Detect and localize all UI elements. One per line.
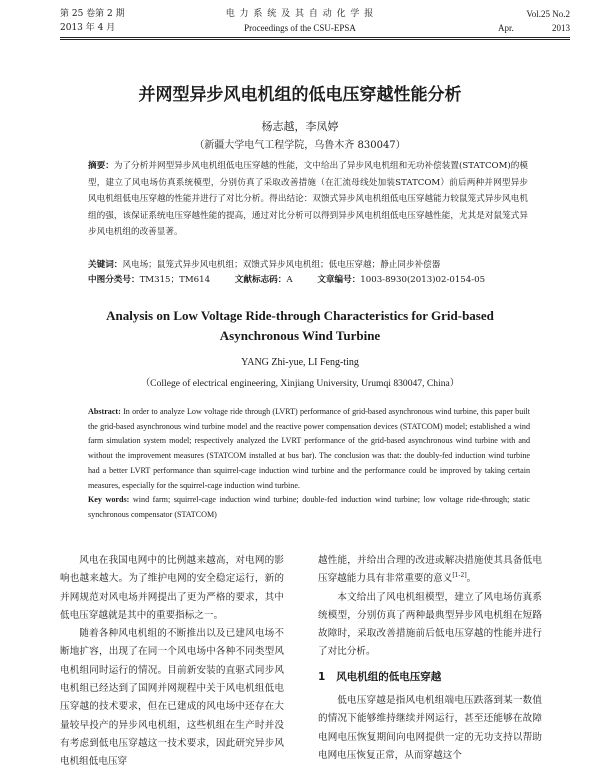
abstract-cn-label: 摘要： xyxy=(88,161,114,171)
body-paragraph: 本文给出了风电机组模型，建立了风电场仿真系统模型，分别仿真了两种最典型异步风电机组在短路故障时，采取改善措施前后低电压穿越的性能并进行了对比分析。 xyxy=(318,591,542,658)
body-right-column xyxy=(318,552,542,765)
journal-month-en: Apr. xyxy=(498,23,514,33)
doc-code-value: A xyxy=(286,275,293,285)
keywords-en-text: wind farm; squirrel-cage induction wind turbine; double-fed induction wind turbine; low voltage ride-through; static synchronous compensator (STATCOM) xyxy=(88,495,530,519)
abstract-en xyxy=(88,405,530,523)
journal-date: 2013 年 4 月 xyxy=(60,23,116,33)
body-paragraph-end: 。 xyxy=(466,573,477,585)
section-number: 1 xyxy=(318,670,326,683)
clc-label: 中图分类号： xyxy=(88,275,140,285)
abstract-en-text: In order to analyze Low voltage ride through (LVRT) performance of grid-based asynchronous wind turbine, this paper built the grid-based asynchronous wind turbine model and the reactive power compensation devices (STATCOM) model; established a wind farm simulation system model; respectively analyzed the LVRT performance of the grid-based asynchronous wind turbine with and without the improvement measures (STATCOM installed at bus bar). The conclusion was that: the doubly-fed induction wind turbine had a better LVRT performance than squirrel-cage induction wind turbine and the performance could be improved by taking certain measures, especially for the squirrel-cage induction wind turbine. xyxy=(88,407,530,490)
journal-name-en: Proceedings of the CSU-EPSA xyxy=(244,23,356,33)
section-heading xyxy=(318,668,542,686)
body-paragraph-continued xyxy=(318,552,542,589)
clc-value: TM315；TM614 xyxy=(139,275,211,285)
body-paragraph-text: 越性能，并给出合理的改进或解决措施使其具备低电压穿越能力具有非常重要的意义 xyxy=(318,555,542,585)
abstract-cn-text: 为了分析并网型异步风电机组低电压穿越的性能，文中给出了异步风电机组和无功补偿装置(STATCOM)的模型，建立了风电场仿真系统模型，分别仿真了采取改善措施（在汇流母线处加装STATCOM）前后两种并网型异步风电机组低电压穿越的性能并进行了对比分析。得出结论：双馈式异步风电机组低电压穿越能力较鼠笼式异步风电机组的强，该保证系统电压穿越性能的提高，通过对比分析可以得到异步风电机组低电压穿越性能，尤其是对鼠笼式异步风电机组的改善显著。 xyxy=(88,161,528,237)
affiliation-en: （College of electrical engineering, Xinjiang University, Urumqi 830047, China） xyxy=(140,378,460,389)
affiliation-cn: （新疆大学电气工程学院，乌鲁木齐 830047） xyxy=(194,140,406,151)
paper-title-en-line2: Asynchronous Wind Turbine xyxy=(219,328,381,343)
journal-name-cn: 电 力 系 统 及 其 自 动 化 学 报 xyxy=(225,9,375,19)
doc-code-label: 文献标志码： xyxy=(234,275,287,285)
body-left-column xyxy=(60,552,284,772)
body-paragraph: 风电在我国电网中的比例越来越高，对电网的影响也越来越大。为了维护电网的安全稳定运行，新的并网规范对风电场并网提出了更为严格的要求，其中低电压穿越就是其中的重要指标之一。 xyxy=(60,555,284,621)
journal-year: 2013 xyxy=(552,23,570,33)
authors-en: YANG Zhi-yue, LI Feng-ting xyxy=(241,357,359,368)
keywords-cn xyxy=(88,259,528,272)
authors-cn: 杨志越，李凤婷 xyxy=(261,120,339,133)
paper-title-cn: 并网型异步风电机组的低电压穿越性能分析 xyxy=(138,85,462,105)
abstract-cn xyxy=(88,158,528,241)
header-rule-thin xyxy=(60,39,570,40)
abstract-en-label: Abstract: xyxy=(88,407,121,416)
paper-title-en-line1: Analysis on Low Voltage Ride-through Characteristics for Grid-based xyxy=(106,308,494,323)
keywords-en-label: Key words: xyxy=(88,495,130,505)
section-title: 风电机组的低电压穿越 xyxy=(336,670,442,683)
citation-ref: [1-2] xyxy=(452,572,467,580)
journal-volume-en: Vol.25 No.2 xyxy=(526,9,570,19)
journal-volume-issue: 第 25 卷第 2 期 xyxy=(60,9,125,19)
body-paragraph: 随着各种风电机组的不断推出以及已建风电场不断地扩容，出现了在同一个风电场中各种不同类型风电机组同时运行的情况。目前新安装的直驱式同步风电机组已经达到了国网并网规程中关于风电机组低电压穿越的技术要求，但在已建成的风电场中还存在大量较早投产的异步风电机组，这些机组在生产时并没有考虑到低电压穿越这一技术要求，因此研究异步风电机组低电压穿 xyxy=(60,628,284,768)
classification-line xyxy=(88,274,528,287)
header-rule xyxy=(60,37,570,38)
keywords-cn-label: 关键词： xyxy=(88,260,123,270)
keywords-cn-text: 风电场；鼠笼式异步风电机组；双馈式异步风电机组；低电压穿越；静止同步补偿器 xyxy=(122,260,441,270)
paper-title-en xyxy=(0,306,600,346)
body-paragraph: 低电压穿越是指风电机组端电压跌落到某一数值的情况下能够维持继续并网运行，甚至还能够在故障电网电压恢复期间向电网提供一定的无功支持以帮助电网电压恢复正常，从而穿越这个 xyxy=(318,695,542,761)
article-no-value: 1003-8930(2013)02-0154-05 xyxy=(360,275,486,285)
article-no-label: 文章编号： xyxy=(317,275,361,285)
